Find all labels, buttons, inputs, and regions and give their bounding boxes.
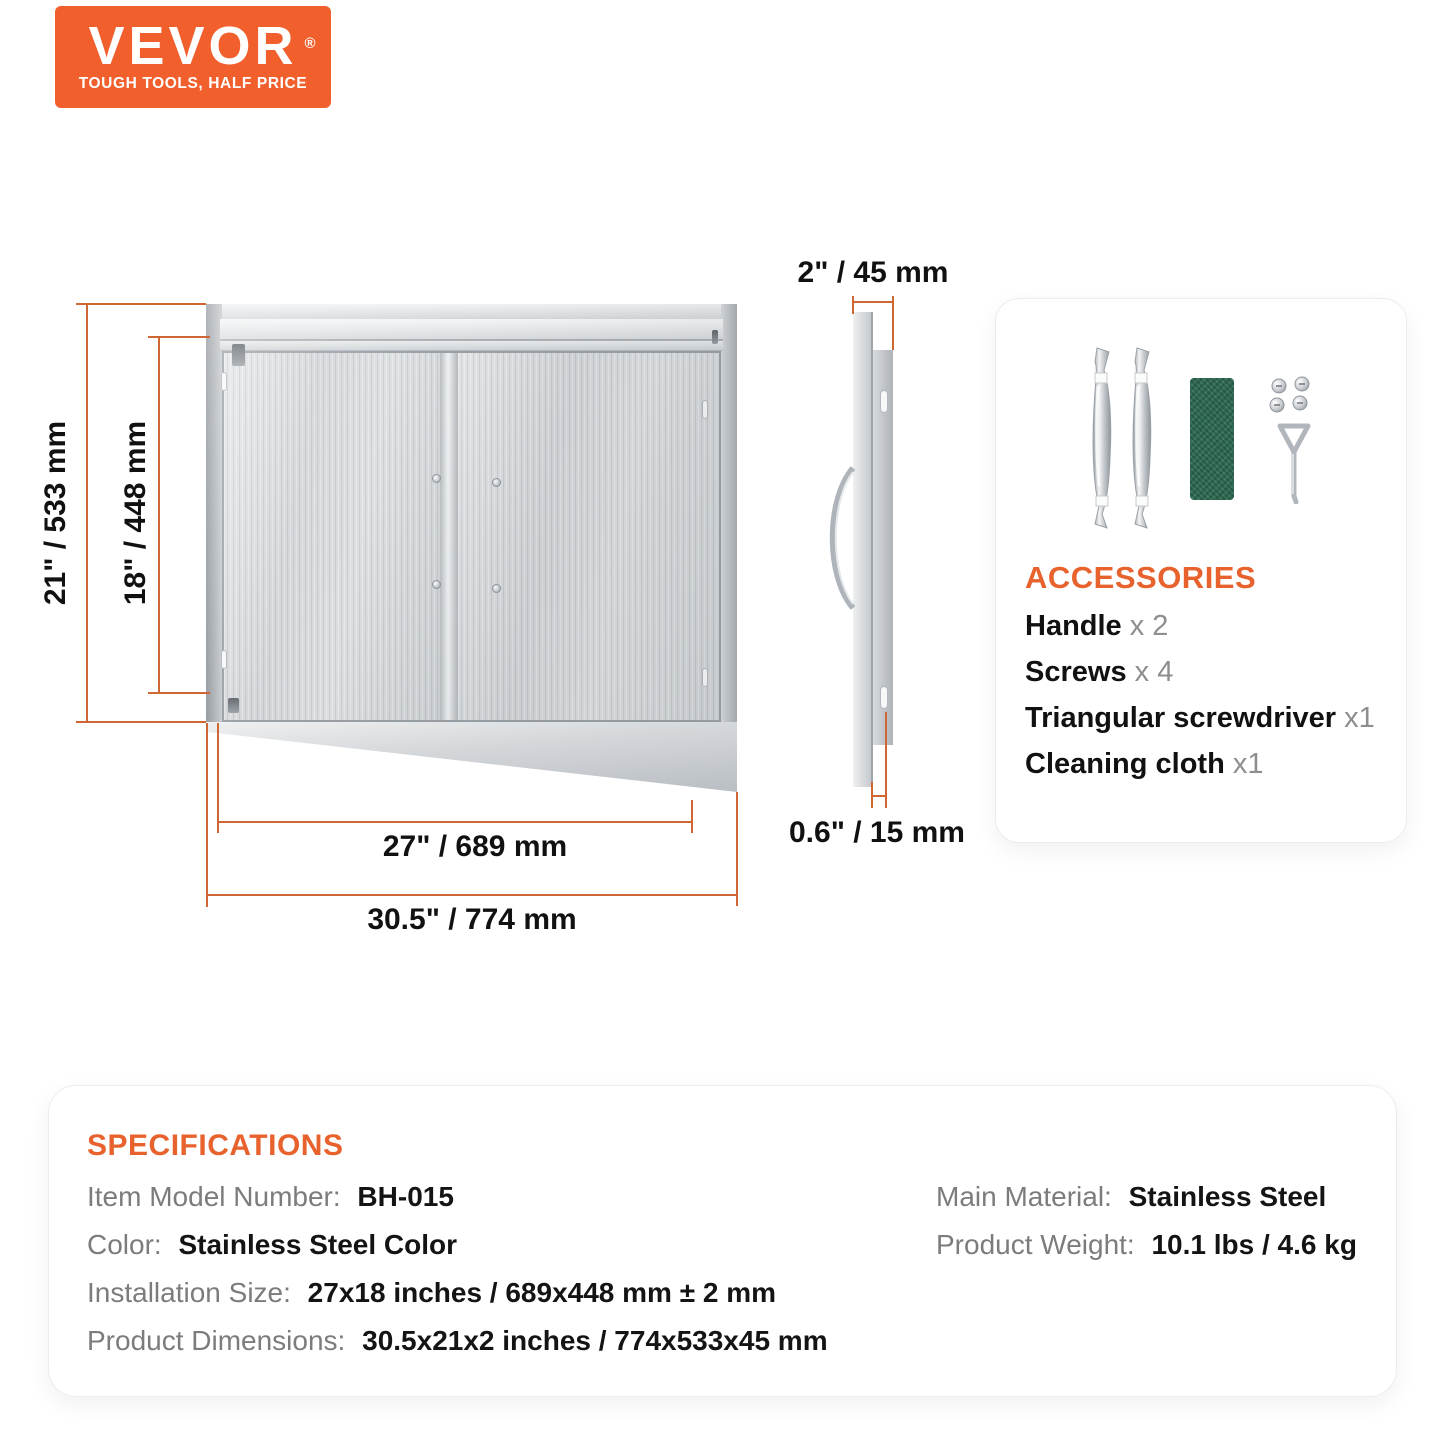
dim-ext bbox=[885, 712, 887, 808]
spec-value: 30.5x21x2 inches / 774x533x45 mm bbox=[362, 1325, 828, 1356]
door-frame-right bbox=[721, 304, 737, 722]
accessory-name: Screws bbox=[1025, 656, 1127, 688]
dim-line-overall-height bbox=[86, 304, 88, 722]
handle-icon bbox=[1128, 346, 1156, 534]
spec-row bbox=[87, 1181, 454, 1213]
spec-label: Main Material: bbox=[936, 1181, 1112, 1212]
dim-tick bbox=[148, 336, 210, 338]
mounting-slot bbox=[702, 668, 708, 687]
spec-row bbox=[936, 1229, 1357, 1261]
accessory-name: Cleaning cloth bbox=[1025, 748, 1225, 780]
spec-label: Color: bbox=[87, 1229, 162, 1260]
handle-icon bbox=[1088, 346, 1116, 534]
mounting-slot bbox=[702, 400, 708, 419]
side-view-slot bbox=[880, 686, 888, 709]
spec-value: 10.1 lbs / 4.6 kg bbox=[1151, 1229, 1357, 1260]
spec-value: BH-015 bbox=[357, 1181, 454, 1212]
accessory-name: Triangular screwdriver bbox=[1025, 702, 1337, 734]
spec-label: Item Model Number: bbox=[87, 1181, 341, 1212]
accessory-name: Handle bbox=[1025, 610, 1122, 642]
accessory-item bbox=[1025, 702, 1375, 735]
dim-depth-label: 2" / 45 mm bbox=[797, 256, 949, 289]
accessory-item bbox=[1025, 656, 1173, 689]
dim-cutout-height-label: 18" / 448 mm bbox=[119, 420, 152, 606]
door-panel-right bbox=[458, 353, 719, 720]
spec-value: 27x18 inches / 689x448 mm ± 2 mm bbox=[307, 1277, 777, 1308]
triangular-screwdriver-icon bbox=[1272, 420, 1316, 504]
dim-tick bbox=[76, 303, 206, 305]
accessory-item bbox=[1025, 610, 1168, 643]
vevor-logo-wordmark bbox=[88, 16, 316, 76]
dim-ext bbox=[736, 792, 738, 906]
spec-value: Stainless Steel bbox=[1128, 1181, 1327, 1212]
spec-label: Product Weight: bbox=[936, 1229, 1135, 1260]
screws-icon bbox=[1268, 376, 1318, 414]
door-frame-top bbox=[206, 304, 737, 319]
spec-label: Installation Size: bbox=[87, 1277, 291, 1308]
dim-tick bbox=[148, 692, 210, 694]
dim-ext bbox=[691, 800, 693, 833]
door-front-view bbox=[206, 304, 737, 722]
door-hinge bbox=[232, 344, 245, 366]
door-top-rail bbox=[220, 319, 723, 341]
dim-tick bbox=[76, 721, 206, 723]
door-hinge bbox=[228, 698, 239, 713]
accessory-count: x 2 bbox=[1129, 610, 1169, 642]
dim-line-overall-width bbox=[206, 894, 738, 896]
dim-cutout-width-label: 27" / 689 mm bbox=[382, 830, 568, 863]
spec-row bbox=[87, 1229, 457, 1261]
dim-line-cutout-width bbox=[218, 821, 692, 823]
brand-name: VEVOR bbox=[88, 16, 298, 76]
accessory-count: x1 bbox=[1232, 748, 1264, 780]
dim-line-flange bbox=[871, 795, 887, 797]
dim-tick bbox=[852, 296, 854, 314]
specifications-title: SPECIFICATIONS bbox=[87, 1129, 344, 1162]
door-panel-left bbox=[224, 353, 440, 720]
side-view-handle-arc bbox=[818, 462, 856, 614]
panel-screw bbox=[492, 478, 501, 487]
mounting-slot bbox=[221, 372, 227, 391]
door-top-subrail bbox=[220, 341, 723, 351]
door-panel-area bbox=[222, 351, 721, 722]
dim-overall-height-label: 21" / 533 mm bbox=[39, 420, 72, 606]
brand-tagline: TOUGH TOOLS, HALF PRICE bbox=[78, 75, 308, 92]
mounting-slot bbox=[221, 650, 227, 669]
side-view-slot bbox=[880, 390, 888, 413]
vevor-logo bbox=[55, 6, 331, 108]
dim-flange-label: 0.6" / 15 mm bbox=[789, 816, 965, 849]
dim-line-cutout-height bbox=[158, 337, 160, 693]
registered-mark: ® bbox=[304, 35, 316, 52]
side-view-front-plate bbox=[853, 312, 873, 787]
spec-row bbox=[87, 1325, 828, 1357]
accessory-count: x 4 bbox=[1134, 656, 1174, 688]
panel-screw bbox=[432, 474, 441, 483]
door-frame-left bbox=[206, 304, 222, 722]
panel-screw bbox=[432, 580, 441, 589]
spec-row bbox=[936, 1181, 1326, 1213]
accessory-item bbox=[1025, 748, 1264, 781]
dim-ext bbox=[206, 723, 208, 907]
dim-tick bbox=[892, 296, 894, 350]
door-center-stile bbox=[440, 353, 458, 720]
panel-screw bbox=[492, 584, 501, 593]
accessories-title: ACCESSORIES bbox=[1025, 560, 1257, 595]
spec-label: Product Dimensions: bbox=[87, 1325, 346, 1356]
dim-overall-width-label: 30.5" / 774 mm bbox=[367, 903, 577, 936]
door-bottom-sill bbox=[206, 722, 737, 792]
cleaning-pad-icon bbox=[1190, 378, 1234, 500]
accessory-count: x1 bbox=[1344, 702, 1375, 734]
dim-ext bbox=[217, 723, 219, 833]
spec-row bbox=[87, 1277, 776, 1309]
spec-value: Stainless Steel Color bbox=[178, 1229, 458, 1260]
dim-line-depth bbox=[852, 301, 894, 303]
door-hinge-pin bbox=[712, 330, 718, 344]
